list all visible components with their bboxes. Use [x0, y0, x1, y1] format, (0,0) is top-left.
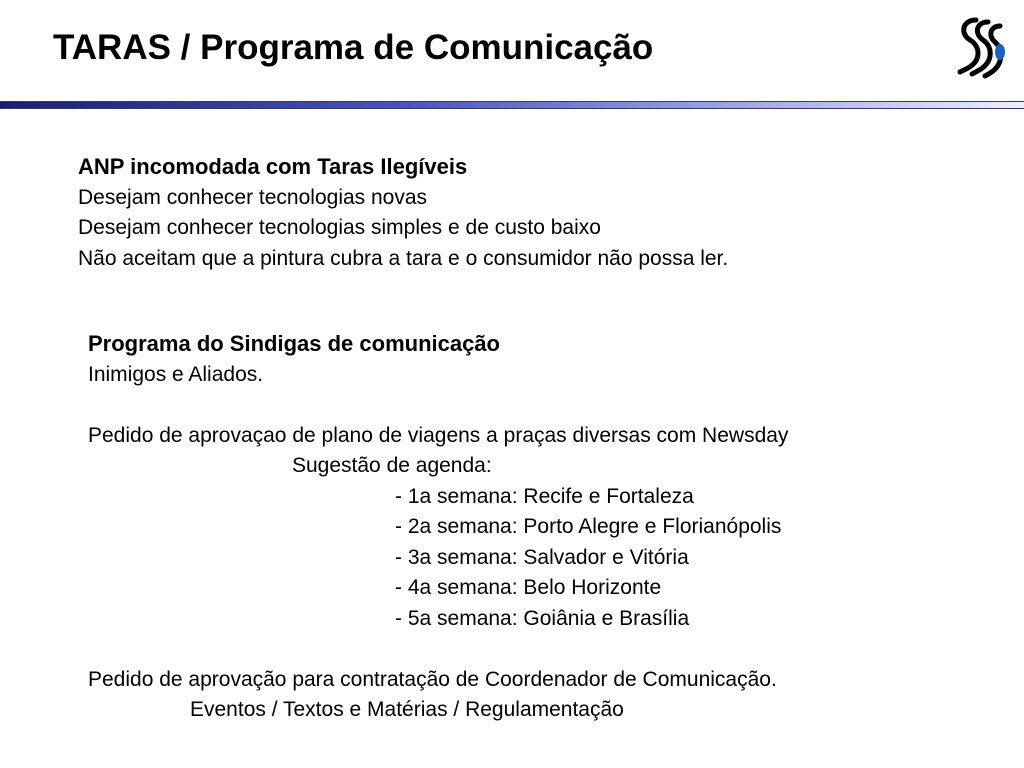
agenda-label: Sugestão de agenda: [292, 454, 492, 477]
coordinator-scope: Eventos / Textos e Matérias / Regulamentação [190, 698, 624, 721]
agenda-item: - 5a semana: Goiânia e Brasília [395, 606, 690, 630]
slide-title: TARAS / Programa de Comunicação [53, 28, 654, 67]
anp-line: Desejam conhecer tecnologias novas [78, 185, 428, 209]
sindigas-section [88, 329, 788, 726]
travel-request: Pedido de aprovaçao de plano de viagens a praças diversas com Newsday [88, 423, 789, 447]
sindigas-heading: Programa do Sindigas de comunicação [88, 331, 500, 356]
agenda-item: - 4a semana: Belo Horizonte [395, 576, 662, 599]
spacer [88, 390, 788, 421]
anp-section [78, 152, 728, 274]
title-rule [0, 101, 1024, 109]
coordinator-request: Pedido de aprovação para contratação de Coordenador de Comunicação. [88, 667, 777, 691]
agenda-item: - 2a semana: Porto Alegre e Florianópolis [395, 515, 782, 538]
spacer [88, 634, 788, 665]
agenda-item: - 1a semana: Recife e Fortaleza [395, 484, 694, 508]
anp-heading: ANP incomodada com Taras Ilegíveis [78, 154, 468, 179]
anp-line: Não aceitam que a pintura cubra a tara e o consumidor não possa ler. [78, 246, 729, 270]
anp-line: Desejam conhecer tecnologias simples e de custo baixo [78, 216, 601, 239]
sindigas-subtitle: Inimigos e Aliados. [88, 362, 264, 386]
agenda-item: - 3a semana: Salvador e Vitória [395, 545, 689, 569]
sindigas-s-logo-icon [956, 16, 1008, 80]
